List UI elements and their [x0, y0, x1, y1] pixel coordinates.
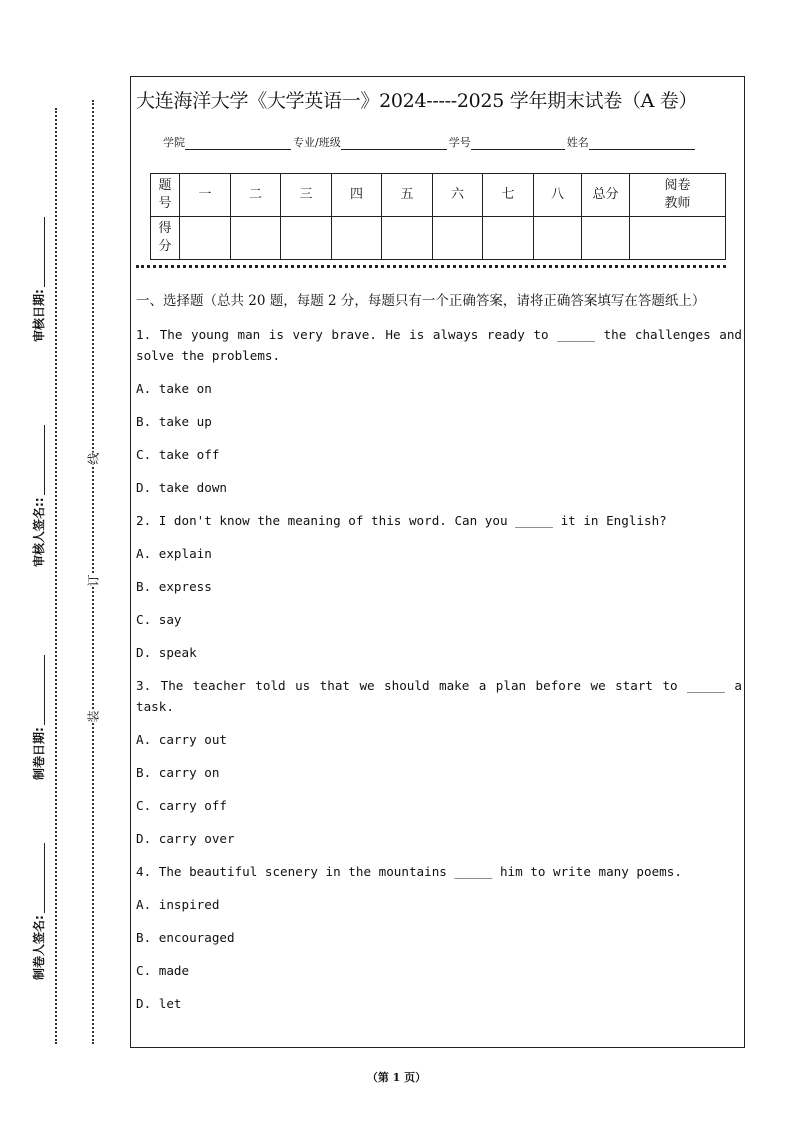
question-2-option-a: A. explain [136, 546, 212, 561]
question-1-stem: 1. The young man is very brave. He is always ready to _____ the challenges and solve the problems. [136, 327, 742, 363]
make-date-blank[interactable] [32, 655, 45, 725]
question-1-option-b: B. take up [136, 414, 212, 429]
header-section-1: 一 [180, 174, 231, 217]
question-4-option-a: A. inspired [136, 897, 220, 912]
separator-dotted-line [136, 265, 726, 272]
name-label: 姓名 [566, 136, 589, 149]
question-3-option-b: B. carry on [136, 765, 220, 780]
question-3-stem: 3. The teacher told us that we should make a plan before we start to _____ a task. [136, 678, 742, 714]
question-2-stem: 2. I don't know the meaning of this word. Can you _____ it in English? [136, 513, 667, 528]
score-row-label: 得 分 [151, 217, 180, 260]
score-cell-reviewer[interactable] [630, 217, 726, 260]
exam-title: 大连海洋大学《大学英语一》2024-----2025 学年期末试卷（A 卷） [136, 90, 698, 112]
student-info-row [163, 130, 723, 150]
header-section-2: 二 [231, 174, 281, 217]
review-date-label: 审核日期: [28, 182, 48, 342]
major-label: 专业/班级 [293, 136, 341, 149]
binding-bind-char: 订 [83, 574, 104, 586]
binding-line-char: 线 [83, 452, 104, 464]
student-id-label: 学号 [448, 136, 471, 149]
question-2-option-d: D. speak [136, 645, 197, 660]
exam-content [136, 290, 742, 1026]
question-1-option-c: C. take off [136, 447, 220, 462]
score-cell-8[interactable] [534, 217, 582, 260]
section-1-title: 一、选择题（总共 20 题，每题 2 分，每题只有一个正确答案，请将正确答案填写在答题纸上） [136, 293, 706, 309]
name-field[interactable] [589, 135, 695, 150]
binding-dotted-line-outer [55, 108, 57, 1044]
header-section-3: 三 [281, 174, 332, 217]
reviewer-sign-label: 审核人签名:: [28, 407, 48, 567]
make-date-label: 制卷日期: [28, 620, 48, 780]
question-3-option-c: C. carry off [136, 798, 227, 813]
question-4-option-b: B. encouraged [136, 930, 235, 945]
header-section-4: 四 [332, 174, 382, 217]
question-3-option-d: D. carry over [136, 831, 235, 846]
question-2-option-c: C. say [136, 612, 182, 627]
header-section-5: 五 [382, 174, 433, 217]
binding-install-char: 装 [83, 710, 104, 722]
page-number: （第 1 页） [366, 1071, 427, 1084]
header-question-no: 题 号 [151, 174, 180, 217]
score-cell-3[interactable] [281, 217, 332, 260]
score-cell-total[interactable] [582, 217, 630, 260]
score-table [150, 173, 726, 260]
header-section-7: 七 [483, 174, 534, 217]
review-date-blank[interactable] [32, 217, 45, 287]
header-section-8: 八 [534, 174, 582, 217]
major-field[interactable] [341, 135, 447, 150]
score-cell-2[interactable] [231, 217, 281, 260]
maker-sign-label: 制卷人签名: [28, 820, 48, 980]
question-1-option-d: D. take down [136, 480, 227, 495]
maker-sign-blank[interactable] [32, 843, 45, 913]
question-1-option-a: A. take on [136, 381, 212, 396]
question-4-option-d: D. let [136, 996, 182, 1011]
binding-dotted-line-inner [92, 100, 94, 1044]
question-4-option-c: C. made [136, 963, 190, 978]
question-4-stem: 4. The beautiful scenery in the mountains _____ him to write many poems. [136, 864, 682, 879]
question-2-option-b: B. express [136, 579, 212, 594]
score-cell-4[interactable] [332, 217, 382, 260]
score-cell-5[interactable] [382, 217, 433, 260]
college-field[interactable] [185, 135, 291, 150]
header-total: 总分 [582, 174, 630, 217]
reviewer-sign-blank[interactable] [32, 425, 45, 495]
question-3-option-a: A. carry out [136, 732, 227, 747]
college-label: 学院 [163, 136, 185, 149]
header-reviewer: 阅卷 教师 [630, 174, 726, 217]
header-section-6: 六 [433, 174, 483, 217]
score-cell-1[interactable] [180, 217, 231, 260]
student-id-field[interactable] [471, 135, 565, 150]
score-cell-7[interactable] [483, 217, 534, 260]
score-cell-6[interactable] [433, 217, 483, 260]
